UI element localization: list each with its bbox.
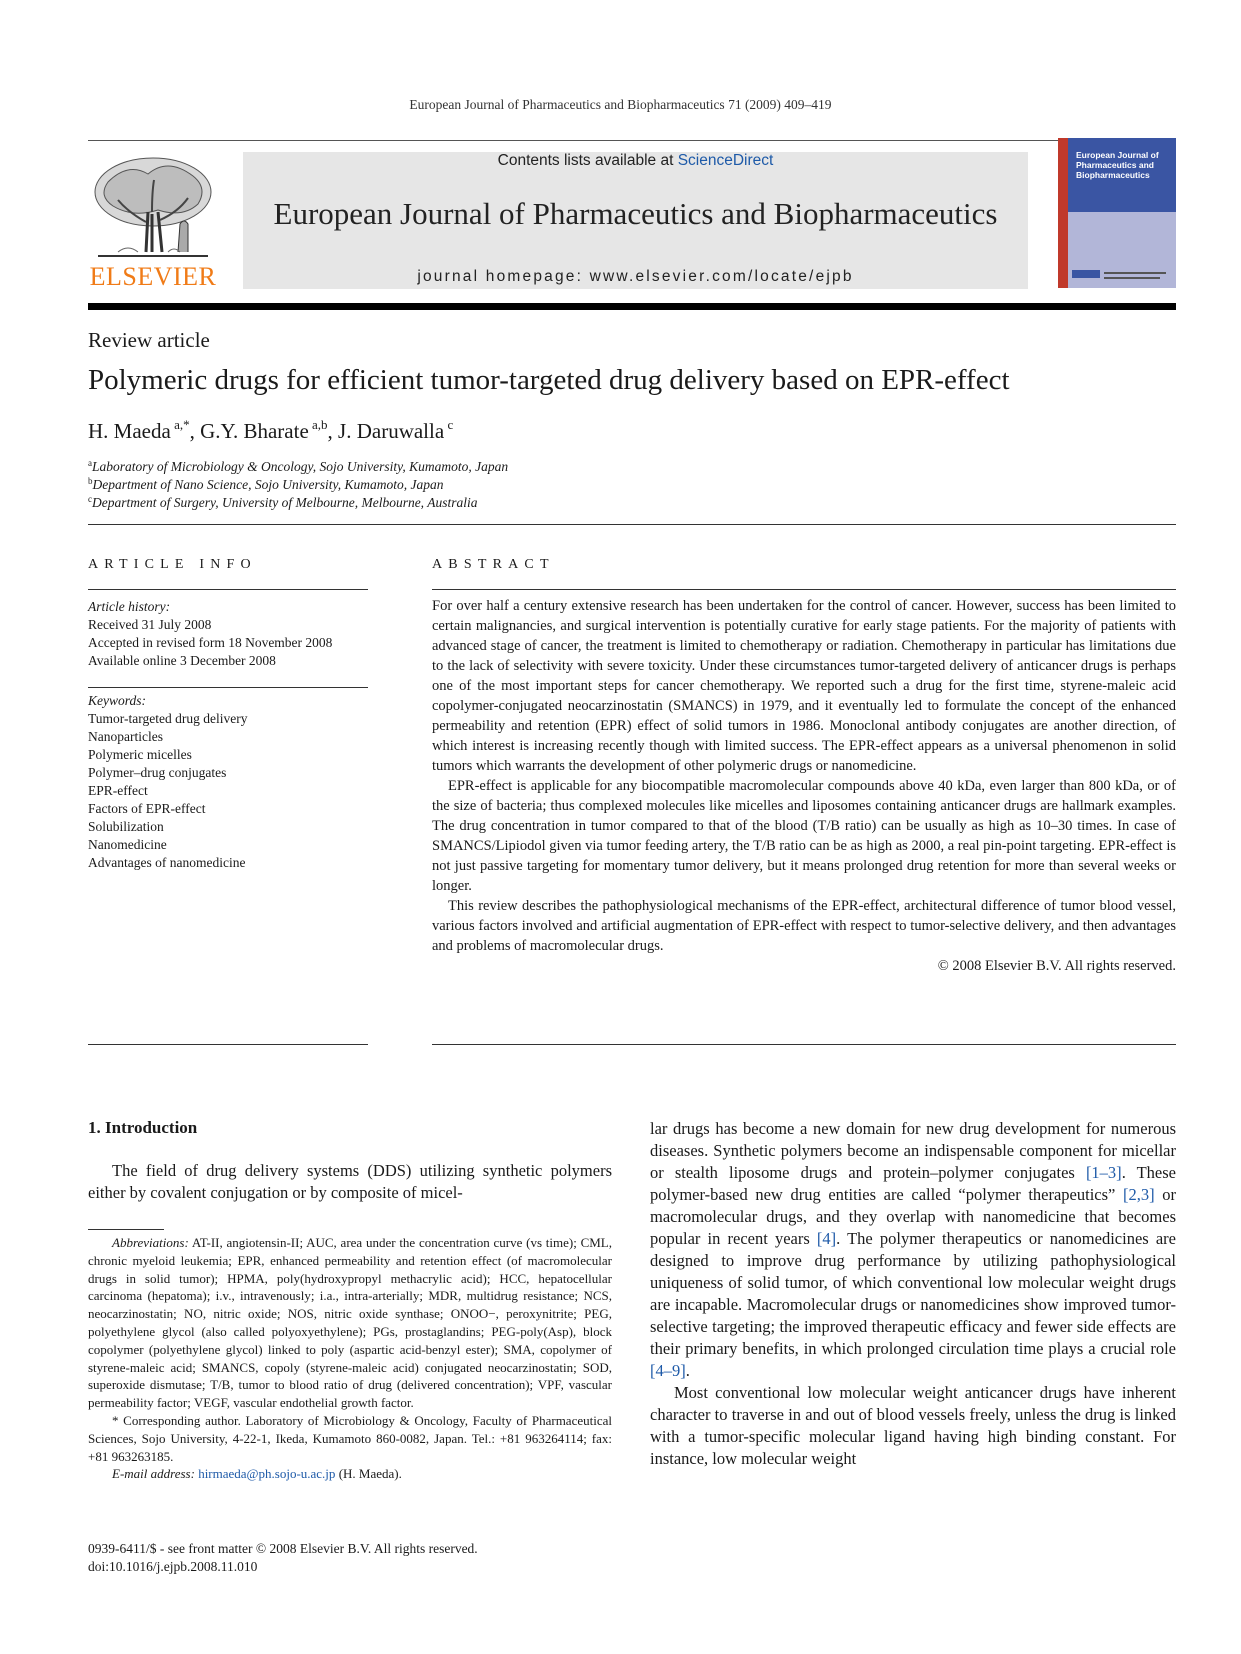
affiliation-mark: c [88, 494, 92, 504]
affiliation [88, 458, 508, 475]
email-suffix: (H. Maeda). [335, 1466, 402, 1482]
cover-line-1 [1104, 272, 1166, 274]
body-text: . These polymer-based new drug entities are called “polymer therapeutics” [650, 1163, 1176, 1204]
article-info-heading: ARTICLE INFO [88, 557, 257, 572]
author-sup: c [447, 417, 454, 432]
cover-title: European Journal of Pharmaceutics and Biopharmaceutics [1076, 150, 1159, 180]
body-text: . The polymer therapeutics or nanomedicines are designed to improve drug performance by utilizing pathophysiological uniqueness of solid tumor, of which conventional low molecular weight drugs are incapable. Macromolecular drugs or nanomedicines show improved tumor-selective targeting; the improved therapeutic efficacy and fewer side effects are their primary benefits, in which prolonged circulation time plays a crucial role [650, 1229, 1176, 1358]
running-header: European Journal of Pharmaceutics and Biopharmaceutics 71 (2009) 409–419 [409, 97, 832, 112]
author-sup: a,* [174, 417, 190, 432]
abstract-bottom-rule [432, 1044, 1176, 1045]
keyword: EPR-effect [88, 783, 148, 798]
affiliation-mark: b [88, 476, 93, 486]
history-label: Article history: [88, 599, 171, 614]
article-history [88, 598, 368, 670]
affiliation-rule [88, 524, 1176, 525]
citation-link[interactable]: [4–9] [650, 1361, 686, 1380]
affiliation-mark: a [88, 458, 92, 468]
journal-homepage[interactable]: journal homepage: www.elsevier.com/locate/ejpb [417, 268, 854, 285]
abbreviations-footnote [88, 1234, 612, 1412]
abstract-paragraph: This review describes the pathophysiological mechanisms of the EPR-effect, architectural difference of tumor blood vessel, various factors involved and artificial augmentation of EPR-effect with respect to tumor-selective delivery, and then advantages and problems of macromolecular drugs. [432, 898, 1176, 954]
citation-link[interactable]: [1–3] [1085, 1163, 1122, 1182]
header-rule [88, 140, 1111, 141]
cover-emblem [1072, 270, 1100, 278]
affiliation-text: Department of Nano Science, Sojo University, Kumamoto, Japan [92, 477, 444, 492]
abstract-paragraph: For over half a century extensive research has been undertaken for the control of cancer. However, success has been limited to certain malignancies, and surgical intervention is potentially curative for early stage patients. For the majority of patients with advanced stage of cancer, the treatment is limited to chemotherapy or radiation. Chemotherapy in particular has limitations due to the lack of selectivity with severe toxicity. Under these circumstances tumor-targeted delivery of anticancer drugs is perhaps one of the most important steps for cancer chemotherapy. We reported such a drug for the first time, styrene-maleic acid copolymer-conjugated neocarzinostatin (SMANCS) in 1979, and it eventually led to formulate the concept of the enhanced permeability and retention (EPR) effect of solid tumors in 1986. Monoclonal antibody conjugates are another direction, of which interest is increasing recently though with limited success. The EPR-effect appears as a universal phenomenon in solid tumors which warrants the development of other polymeric drugs or nanomedicine. [432, 598, 1176, 774]
cover-spine [1058, 138, 1068, 288]
tree-icon [88, 152, 218, 262]
author-list: H. Maeda $^{a,*}$, G.Y. Bharate $^{a,b}$, J. Daruwalla $^c$ [88, 417, 454, 443]
abstract-rule [432, 589, 1176, 590]
contents-prefix: Contents lists available at [497, 152, 678, 169]
article-identifiers [88, 1540, 478, 1576]
affiliation [88, 494, 477, 511]
body-text: . [685, 1361, 690, 1380]
keyword: Advantages of nanomedicine [88, 855, 246, 870]
author-name[interactable]: H. Maeda [88, 419, 171, 443]
article-info-bottom-rule [88, 1044, 368, 1045]
cover-line-2 [1104, 277, 1160, 279]
keyword: Polymeric micelles [88, 747, 192, 762]
body-paragraph: Most conventional low molecular weight anticancer drugs have inherent character to traverse in and out of blood vessels freely, unless the drug is linked with a tumor-specific molecular ligand having high binding constant. For instance, low molecular weight [650, 1383, 1176, 1468]
body-paragraph [650, 1118, 1176, 1382]
article-title: Polymeric drugs for efficient tumor-targeted drug delivery based on EPR-effect [88, 364, 1010, 396]
history-item: Received 31 July 2008 [88, 617, 212, 632]
issn-line: 0939-6411/$ - see front matter © 2008 Elsevier B.V. All rights reserved. [88, 1541, 478, 1556]
affiliation-text: Department of Surgery, University of Melbourne, Melbourne, Australia [92, 495, 478, 510]
author-name[interactable]: G.Y. Bharate [200, 419, 309, 443]
keywords-label: Keywords: [88, 693, 146, 708]
history-item: Available online 3 December 2008 [88, 653, 276, 668]
abbreviations-label: Abbreviations: [112, 1235, 189, 1250]
right-column-text [650, 1118, 1176, 1470]
citation-link[interactable]: [4] [816, 1229, 837, 1248]
email-footnote [88, 1465, 612, 1483]
footnotes [88, 1234, 612, 1483]
journal-title: European Journal of Pharmaceutics and Biopharmaceutics [273, 196, 998, 231]
author-name[interactable]: J. Daruwalla [338, 419, 445, 443]
keyword: Nanomedicine [88, 837, 167, 852]
sciencedirect-link[interactable]: ScienceDirect [677, 152, 774, 169]
keyword: Factors of EPR-effect [88, 801, 206, 816]
corresponding-author-footnote: * Corresponding author. Laboratory of Microbiology & Oncology, Faculty of Pharmaceutical Sciences, Sojo University, 4-22-1, Ikeda, Kumamoto 860-0082, Japan. Tel.: +81 963264114; fax: +81 963263185. [88, 1412, 612, 1464]
citation-link[interactable]: [2,3] [1123, 1185, 1155, 1204]
email-label: E-mail address: [112, 1466, 195, 1482]
body-text: lar drugs has become a new domain for new drug development for numerous diseases. Synthetic polymers become an indispensable component for micellar or stealth liposome drugs and protein–polymer conjugates [650, 1119, 1176, 1182]
body-text: or macromolecular drugs, and they overlap with nanomedicine that becomes popular in recent years [650, 1185, 1176, 1248]
abstract-body [432, 596, 1176, 976]
history-item: Accepted in revised form 18 November 2008 [88, 635, 333, 650]
doi-line[interactable]: doi:10.1016/j.ejpb.2008.11.010 [88, 1559, 258, 1574]
article-info-rule [88, 589, 368, 590]
keyword: Polymer–drug conjugates [88, 765, 227, 780]
keyword: Tumor-targeted drug delivery [88, 711, 248, 726]
section-heading-introduction: 1. Introduction [88, 1118, 198, 1137]
abbreviations-text: AT-II, angiotensin-II; AUC, area under the concentration curve (vs time); CML, chronic myeloid leukemia; EPR, enhanced permeability and retention effect (of macromolecular drugs in solid tumor); HPMA, poly(hydroxypropyl methacrylic acid); HCC, hepatocellular carcinoma (hepatoma); i.v., intravenously; i.a., intra-arterially; MDR, multidrug resistance; NCS, neocarzinostatin; NO, nitric oxide; NOS, nitric oxide synthase; ONOO−, peroxynitrite; PEG, polyethylene glycol (also called polyoxyethylene); PGs, prostaglandins; PEG-poly(Asp), block copolymer (polyethylene glycol) linked to poly (aspartic acid-benzyl ester); SMA, copolymer of styrene-maleic acid; SMANCS, copoly (styrene-maleic acid) conjugated neocarzinostatin; SOD, superoxide dismutase; T/B, tumor to blood ratio of drug (delivered concentration); VPF, vascular permeability factor; VEGF, vascular endothelial growth factor. [88, 1235, 612, 1411]
keywords-list [88, 692, 368, 872]
article-type: Review article [88, 328, 210, 352]
affiliation [88, 476, 443, 493]
abstract-heading: ABSTRACT [432, 557, 555, 572]
keyword: Solubilization [88, 819, 164, 834]
footnote-rule [88, 1229, 164, 1230]
keyword: Nanoparticles [88, 729, 163, 744]
masthead-rule [88, 303, 1176, 310]
abstract-paragraph: EPR-effect is applicable for any biocompatible macromolecular compounds above 40 kDa, even larger than 800 kDa, or of the size of bacteria; thus complexed molecules like micelles and liposomes containing anticancer drugs are hallmark examples. The drug concentration in tumor compared to that of the blood (T/B ratio) can be usually as high as 10–30 times. In case of SMANCS/Lipiodol given via tumor feeding artery, the T/B ratio can be as high as 2000, a real pin-point targeting. EPR-effect is not just passive targeting for momentary tumor delivery, but it means prolonged drug retention for more than several weeks or longer. [432, 778, 1176, 894]
keywords-rule [88, 687, 368, 688]
affiliation-text: Laboratory of Microbiology & Oncology, Sojo University, Kumamoto, Japan [92, 459, 509, 474]
email-link[interactable]: hirmaeda@ph.sojo-u.ac.jp [198, 1466, 336, 1482]
intro-paragraph: The field of drug delivery systems (DDS) utilizing synthetic polymers either by covalent conjugation or by composite of micel- [88, 1161, 612, 1202]
elsevier-wordmark: ELSEVIER [89, 262, 217, 291]
journal-cover-thumbnail [1058, 138, 1176, 288]
contents-line [243, 152, 1028, 170]
abstract-copyright: © 2008 Elsevier B.V. All rights reserved. [937, 958, 1176, 974]
author-sup: a,b [312, 417, 328, 432]
